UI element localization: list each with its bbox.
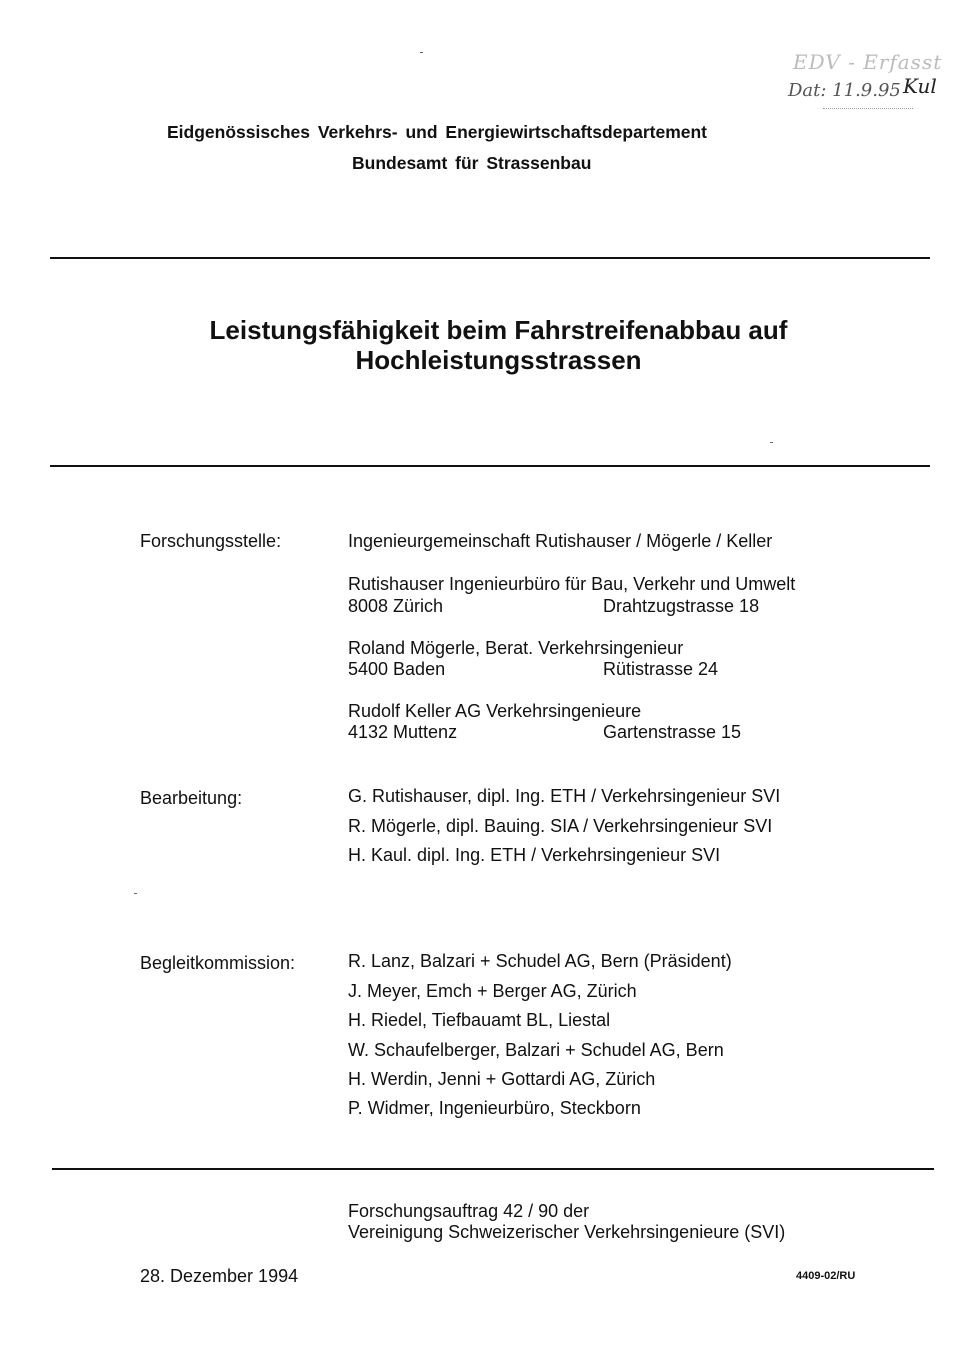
- entry-street: Drahtzugstrasse 18: [603, 596, 760, 616]
- member-line: H. Riedel, Tiefbauamt BL, Liestal: [348, 1010, 611, 1030]
- auftrag-line-2: Vereinigung Schweizerischer Verkehrsingenieure (SVI): [348, 1222, 786, 1242]
- entry-name: Rudolf Keller AG Verkehrsingenieure: [348, 701, 642, 721]
- member-line: H. Werdin, Jenni + Gottardi AG, Zürich: [348, 1069, 656, 1089]
- top-divider: [50, 257, 930, 259]
- person-line: G. Rutishauser, dipl. Ing. ETH / Verkehrsingenieur SVI: [348, 786, 781, 806]
- entry-street: Rütistrasse 24: [603, 659, 719, 679]
- entry-street: Gartenstrasse 15: [603, 722, 742, 742]
- member-line: J. Meyer, Emch + Berger AG, Zürich: [348, 981, 637, 1001]
- title-divider: [50, 465, 930, 467]
- stamp-line-2: Dat: 11.9.95: [788, 80, 901, 101]
- document-title: [0, 315, 970, 375]
- scan-speck: [134, 893, 137, 894]
- registration-stamp: [788, 50, 948, 120]
- document-date: 28. Dezember 1994: [140, 1266, 299, 1286]
- entry-name: Roland Mögerle, Berat. Verkehrsingenieur: [348, 638, 684, 658]
- stamp-dotted-line: [823, 108, 913, 109]
- office-name: Bundesamt für Strassenbau: [352, 153, 592, 173]
- title-line-1: Leistungsfähigkeit beim Fahrstreifenabbau auf: [209, 315, 788, 345]
- footer-divider: [52, 1168, 934, 1170]
- title-line-2: Hochleistungsstrassen: [355, 345, 642, 375]
- reference-number: 4409-02/RU: [796, 1270, 856, 1282]
- forschungsstelle-name: Ingenieurgemeinschaft Rutishauser / Mögerle / Keller: [348, 531, 773, 551]
- begleitkommission-label: Begleitkommission:: [140, 953, 296, 973]
- entry-city: 4132 Muttenz: [348, 722, 458, 742]
- member-line: R. Lanz, Balzari + Schudel AG, Bern (Präsident): [348, 951, 732, 971]
- auftrag-line-1: Forschungsauftrag 42 / 90 der: [348, 1201, 590, 1221]
- stamp-signature: Kul: [903, 74, 937, 98]
- entry-city: 8008 Zürich: [348, 596, 444, 616]
- member-line: P. Widmer, Ingenieurbüro, Steckborn: [348, 1098, 641, 1118]
- stamp-line-1: EDV - Erfasst: [793, 50, 943, 74]
- scan-speck: [420, 52, 423, 53]
- person-line: R. Mögerle, dipl. Bauing. SIA / Verkehrsingenieur SVI: [348, 816, 773, 836]
- entry-city: 5400 Baden: [348, 659, 446, 679]
- entry-name: Rutishauser Ingenieurbüro für Bau, Verkehr und Umwelt: [348, 574, 796, 594]
- bearbeitung-label: Bearbeitung:: [140, 788, 243, 808]
- person-line: H. Kaul. dipl. Ing. ETH / Verkehrsingenieur SVI: [348, 845, 721, 865]
- forschungsstelle-label: Forschungsstelle:: [140, 531, 282, 551]
- scan-speck: [770, 442, 773, 443]
- member-line: W. Schaufelberger, Balzari + Schudel AG, Bern: [348, 1040, 724, 1060]
- department-name: Eidgenössisches Verkehrs- und Energiewirtschaftsdepartement: [167, 122, 708, 142]
